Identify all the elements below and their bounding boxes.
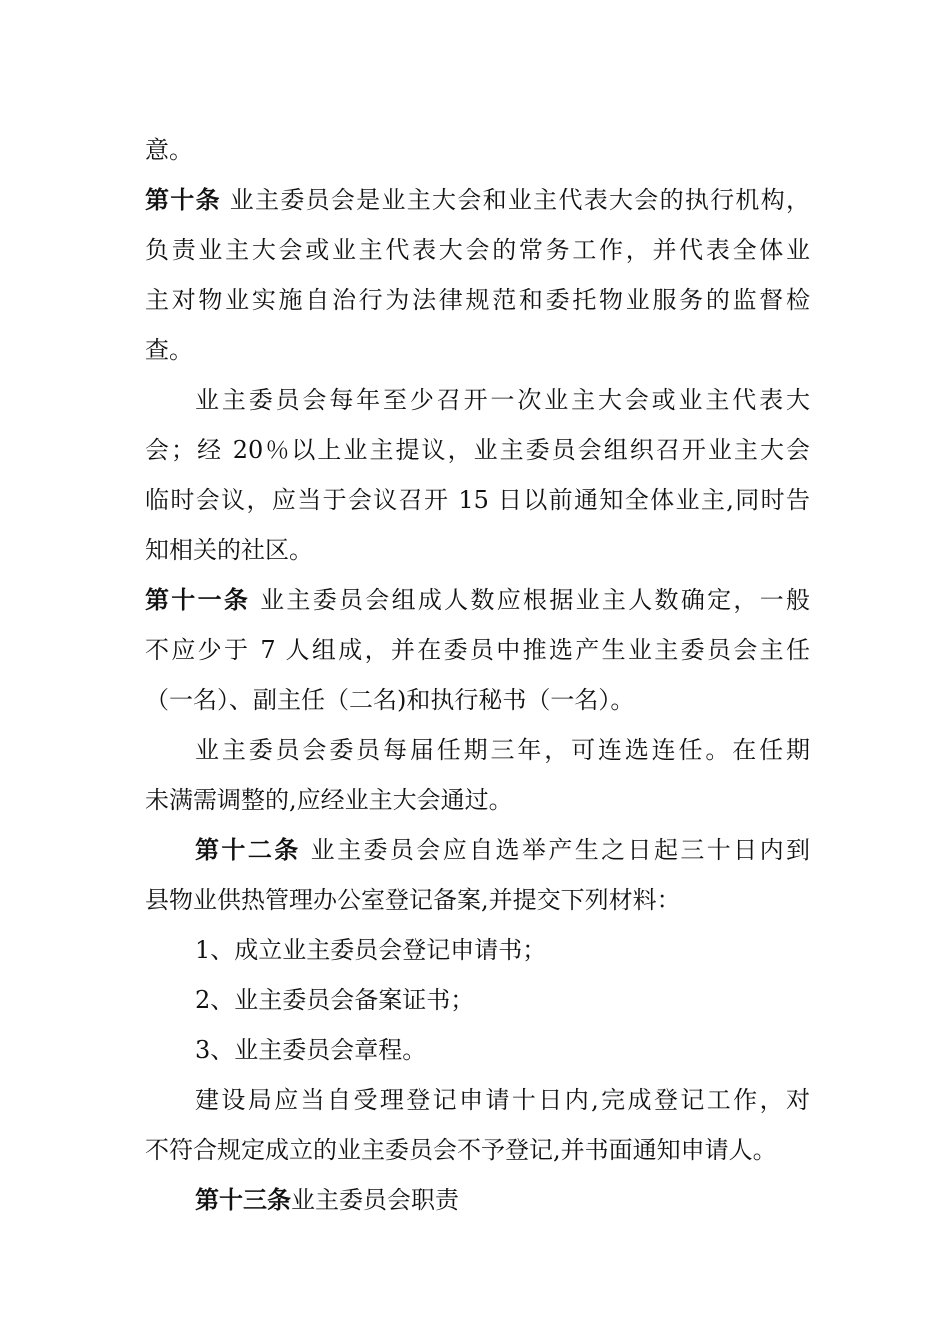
article-number: 第十条 bbox=[145, 185, 221, 214]
list-item: 1、成立业主委员会登记申请书； bbox=[195, 936, 547, 964]
article-number: 第十一条 bbox=[145, 585, 251, 614]
text-line: 不应少于 7 人组成，并在委员中推选产生业主委员会主任 bbox=[145, 636, 810, 664]
list-item: 3、业主委员会章程。 bbox=[195, 1036, 427, 1064]
article-11-heading-line: 第十一条 业主委员会组成人数应根据业主人数确定，一般 bbox=[145, 585, 810, 614]
text-line: 业主委员会每年至少召开一次业主大会或业主代表大 bbox=[195, 386, 810, 414]
text-line: 业主委员会委员每届任期三年，可连选连任。在任期 bbox=[195, 736, 810, 764]
text-line: 主对物业实施自治行为法律规范和委托物业服务的监督检 bbox=[145, 286, 810, 314]
list-item: 2、业主委员会备案证书； bbox=[195, 986, 475, 1014]
text-line: 县物业供热管理办公室登记备案,并提交下列材料： bbox=[145, 886, 681, 914]
text-line: 未满需调整的,应经业主大会通过。 bbox=[145, 786, 513, 814]
article-12-heading-line: 第十二条 业主委员会应自选举产生之日起三十日内到 bbox=[195, 835, 810, 864]
text-line: （一名）、副主任（二名)和执行秘书（一名）。 bbox=[145, 686, 635, 714]
article-13-heading-line: 第十三条业主委员会职责 bbox=[195, 1185, 459, 1214]
text-line: 建设局应当自受理登记申请十日内,完成登记工作，对 bbox=[195, 1086, 810, 1114]
text-line: 负责业主大会或业主代表大会的常务工作，并代表全体业 bbox=[145, 236, 810, 264]
article-number: 第十三条 bbox=[195, 1185, 291, 1214]
article-number: 第十二条 bbox=[195, 835, 301, 864]
text-line: 不符合规定成立的业主委员会不予登记,并书面通知申请人。 bbox=[145, 1136, 777, 1164]
text-line: 会；经 20％以上业主提议，业主委员会组织召开业主大会 bbox=[145, 436, 810, 464]
text-line: 意。 bbox=[145, 136, 193, 164]
article-10-heading-line: 第十条 业主委员会是业主大会和业主代表大会的执行机构， bbox=[145, 185, 810, 214]
text-line: 查。 bbox=[145, 336, 193, 364]
text-line: 知相关的社区。 bbox=[145, 536, 313, 564]
text-line: 临时会议，应当于会议召开 15 日以前通知全体业主,同时告 bbox=[145, 486, 810, 514]
